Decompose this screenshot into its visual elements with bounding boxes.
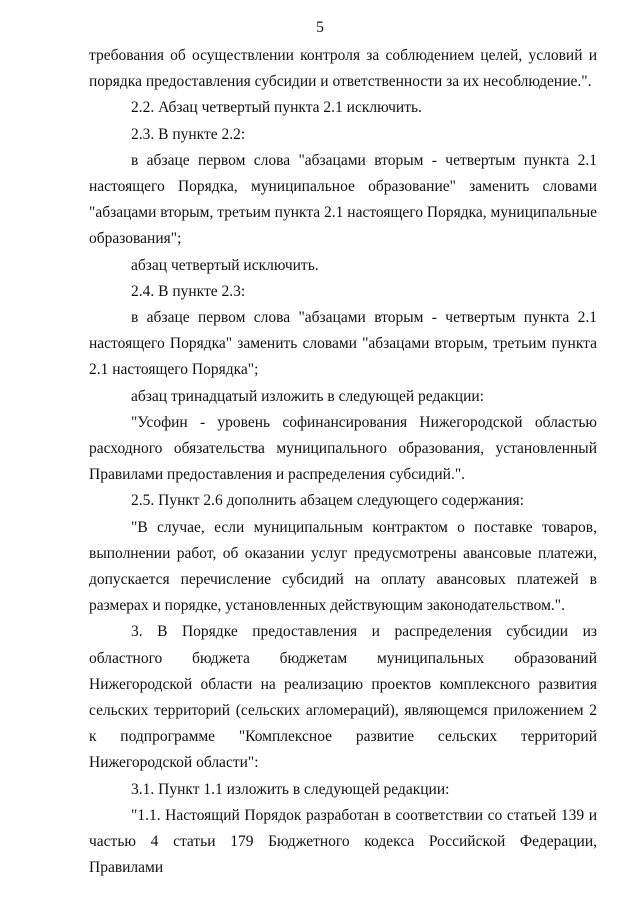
- paragraph: требования об осуществлении контроля за соблюдением целей, условий и порядка предоставления субсидии и ответственности за их несоблюдение.".: [89, 47, 597, 91]
- paragraph: 3.1. Пункт 1.1 изложить в следующей редакции:: [131, 780, 450, 798]
- page-number: 5: [316, 19, 324, 36]
- paragraph: 2.5. Пункт 2.6 дополнить абзацем следующего содержания:: [131, 492, 524, 510]
- paragraph: 2.4. В пункте 2.3:: [131, 282, 246, 300]
- paragraph: в абзаце первом слова "абзацами вторым - четвертым пункта 2.1 настоящего Порядка, муниципальное образование" заменить словами "абзацами вторым, третьим пункта 2.1 настоящего Порядка, муниципальные образования";: [89, 151, 597, 248]
- paragraph: "В случае, если муниципальным контрактом о поставке товаров, выполнении работ, об оказании услуг предусмотрены авансовые платежи, допускается перечисление субсидий на оплату авансовых платежей в размерах и порядке, установленных действующим законодательством.".: [89, 518, 597, 615]
- paragraph: 3. В Порядке предоставления и распределения субсидии из областного бюджета бюджетам муниципальных образований Нижегородской области на реализацию проектов комплексного развития сельских территорий (сельских агломераций), являющемся приложением 2 к подпрограмме "Комплексное развитие сельских территорий Нижегородской области":: [89, 623, 597, 772]
- paragraph: в абзаце первом слова "абзацами вторым - четвертым пункта 2.1 настоящего Порядка" заменить словами "абзацами вторым, третьим пункта 2.1 настоящего Порядка";: [89, 309, 597, 379]
- document-body: [89, 43, 597, 882]
- paragraph: 2.2. Абзац четвертый пункта 2.1 исключить.: [131, 99, 422, 117]
- paragraph: абзац тринадцатый изложить в следующей редакции:: [131, 387, 484, 405]
- paragraph: "Усофин - уровень софинансирования Нижегородской областью расходного обязательства муниципального образования, установленный Правилами предоставления и распределения субсидий.".: [89, 413, 597, 484]
- paragraph: 2.3. В пункте 2.2:: [131, 125, 246, 143]
- paragraph: абзац четвертый исключить.: [131, 256, 319, 274]
- paragraph: "1.1. Настоящий Порядок разработан в соответствии со статьей 139 и частью 4 статьи 179 Бюджетного кодекса Российской Федерации, Правилами: [89, 806, 597, 877]
